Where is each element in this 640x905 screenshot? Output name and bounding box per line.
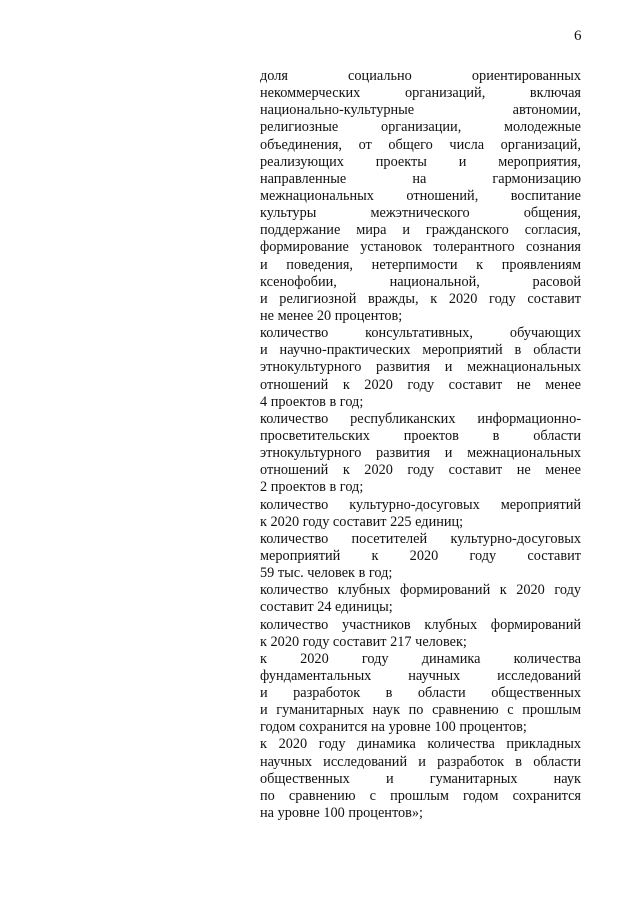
text-line: к 2020 году динамика количества [260, 650, 581, 667]
text-line: и научно-практических мероприятий в области [260, 342, 581, 359]
text-line: направленные на гармонизацию [260, 170, 581, 187]
text-line: и поведения, нетерпимости к проявлениям [260, 256, 581, 273]
document-body [260, 68, 581, 822]
text-line: количество республиканских информационно- [260, 410, 581, 427]
text-line: количество консультативных, обучающих [260, 325, 581, 342]
paragraph [260, 651, 581, 737]
text-line: религиозные организации, молодежные [260, 119, 581, 136]
text-line: количество участников клубных формирований [260, 616, 581, 633]
text-line: 2 проектов в год; [260, 479, 364, 496]
paragraph [260, 736, 581, 822]
text-line: межнациональных отношений, воспитание [260, 187, 581, 204]
paragraph [260, 617, 581, 651]
paragraph [260, 531, 581, 582]
text-line: фундаментальных научных исследований [260, 667, 581, 684]
text-line: годом сохранится на уровне 100 процентов; [260, 719, 527, 736]
paragraph [260, 68, 581, 325]
text-line: количество культурно-досуговых мероприятий [260, 496, 581, 513]
text-line: национально-культурные автономии, [260, 102, 581, 119]
text-line: к 2020 году составит 225 единиц; [260, 513, 464, 530]
text-line: к 2020 году динамика количества прикладных [260, 736, 581, 753]
text-line: на уровне 100 процентов»; [260, 805, 424, 822]
text-line: этнокультурного развития и межнациональных [260, 359, 581, 376]
text-line: отношений к 2020 году составит не менее [260, 376, 581, 393]
text-line: общественных и гуманитарных наук [260, 770, 581, 787]
text-line: 59 тыс. человек в год; [260, 565, 393, 582]
text-line: доля социально ориентированных [260, 68, 581, 84]
paragraph [260, 325, 581, 411]
text-line: культуры межэтнического общения, [260, 205, 581, 222]
text-line: по сравнению с прошлым годом сохранится [260, 787, 581, 804]
paragraph [260, 497, 581, 531]
text-line: не менее 20 процентов; [260, 307, 403, 324]
text-line: мероприятий к 2020 году составит [260, 547, 581, 564]
text-line: отношений к 2020 году составит не менее [260, 462, 581, 479]
text-line: и гуманитарных наук по сравнению с прошлым [260, 702, 581, 719]
text-line: этнокультурного развития и межнациональных [260, 445, 581, 462]
text-line: объединения, от общего числа организаций, [260, 136, 581, 153]
text-line: просветительских проектов в области [260, 427, 581, 444]
text-line: научных исследований и разработок в области [260, 753, 581, 770]
text-line: и разработок в области общественных [260, 685, 581, 702]
paragraph [260, 411, 581, 497]
text-line: составит 24 единицы; [260, 599, 393, 616]
text-line: поддержание мира и гражданского согласия, [260, 222, 581, 239]
text-line: и религиозной вражды, к 2020 году составит [260, 290, 581, 307]
text-line: 4 проектов в год; [260, 393, 364, 410]
text-line: реализующих проекты и мероприятия, [260, 153, 581, 170]
text-line: количество посетителей культурно-досуговых [260, 530, 581, 547]
text-line: некоммерческих организаций, включая [260, 85, 581, 102]
text-line: формирование установок толерантного сознания [260, 239, 581, 256]
text-line: к 2020 году составит 217 человек; [260, 633, 467, 650]
text-line: ксенофобии, национальной, расовой [260, 273, 581, 290]
text-line: количество клубных формирований к 2020 году [260, 582, 581, 599]
page-number: 6 [574, 28, 582, 44]
paragraph [260, 582, 581, 616]
